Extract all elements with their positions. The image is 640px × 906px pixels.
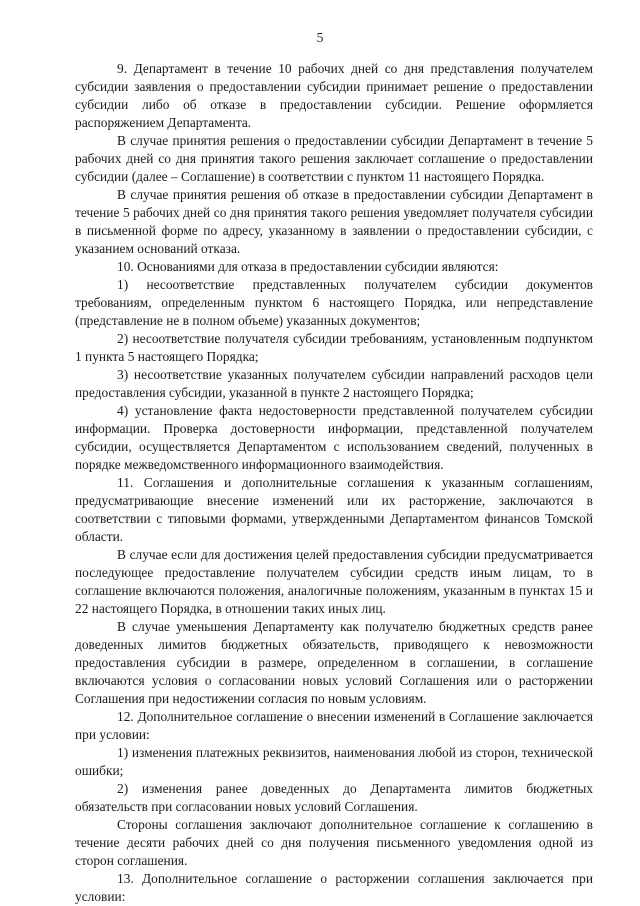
paragraph-9: 9. Департамент в течение 10 рабочих дней со дня представления получателем субсидии заявления о предоставлении субсидии принимает решение о предоставлении субсидии либо об отказе в предоставлении субсидии. Решение оформляется распоряжением Департамента.	[75, 61, 593, 130]
paragraph-11-limits-reduction: В случае уменьшения Департаменту как получателю бюджетных средств ранее доведенных лимитов бюджетных обязательств, приводящего к невозможности предоставления субсидии в размере, определенном в соглашении, в соглашение включаются условия о согласовании новых условий Соглашения или о расторжении Соглашения при недостижении согласия по новым условиям.	[75, 619, 593, 706]
paragraph-10-item-3: 3) несоответствие указанных получателем субсидии направлений расходов цели предоставления субсидии, указанной в пункте 2 настоящего Порядка;	[75, 367, 593, 400]
paragraph-13: 13. Дополнительное соглашение о расторжении соглашения заключается при условии:	[75, 871, 593, 904]
page-number: 5	[316, 30, 324, 45]
paragraph-9-decision-refusal: В случае принятия решения об отказе в предоставлении субсидии Департамент в течение 5 рабочих дней со дня принятия такого решения уведомляет получателя субсидии в письменной форме по адресу, указанному в заявлении о предоставлении субсидии, с указанием оснований отказа.	[75, 187, 593, 256]
paragraph-11: 11. Соглашения и дополнительные соглашения к указанным соглашениям, предусматривающие внесение изменений или их расторжение, заключаются в соответствии с типовыми формами, утвержденными Департаментом финансов Томской области.	[75, 475, 593, 544]
paragraph-9-decision-grant: В случае принятия решения о предоставлении субсидии Департамент в течение 5 рабочих дней со дня принятия такого решения заключает соглашение о предоставлении субсидии (далее – Соглашение) в соответствии с пунктом 11 настоящего Порядка.	[75, 133, 593, 184]
paragraph-12-item-2: 2) изменения ранее доведенных до Департамента лимитов бюджетных обязательств при согласовании новых условий Соглашения.	[75, 781, 593, 814]
paragraph-12-parties: Стороны соглашения заключают дополнительное соглашение к соглашению в течение десяти рабочих дней со дня получения письменного уведомления одной из сторон соглашения.	[75, 817, 593, 868]
paragraph-12: 12. Дополнительное соглашение о внесении изменений в Соглашение заключается при условии:	[75, 709, 593, 742]
paragraph-10-item-4: 4) установление факта недостоверности представленной получателем субсидии информации. Проверка достоверности информации, представленной получателем субсидии, осуществляется Департаментом с использованием сведений, полученных в порядке межведомственного информационного взаимодействия.	[75, 403, 593, 472]
paragraph-12-item-1: 1) изменения платежных реквизитов, наименования любой из сторон, технической ошибки;	[75, 745, 593, 778]
paragraph-11-other-persons: В случае если для достижения целей предоставления субсидии предусматривается последующее предоставление получателем субсидии средств иным лицам, то в соглашение включаются положения, аналогичные положениям, указанным в пунктах 15 и 22 настоящего Порядка, в отношении таких иных лиц.	[75, 547, 593, 616]
paragraph-10-item-1: 1) несоответствие представленных получателем субсидии документов требованиям, определенным пунктом 6 настоящего Порядка, или непредставление (представление не в полном объеме) указанных документов;	[75, 277, 593, 328]
paragraph-10-item-2: 2) несоответствие получателя субсидии требованиям, установленным подпунктом 1 пункта 5 настоящего Порядка;	[75, 331, 593, 364]
paragraph-10: 10. Основаниями для отказа в предоставлении субсидии являются:	[117, 259, 499, 274]
document-body	[75, 60, 593, 906]
